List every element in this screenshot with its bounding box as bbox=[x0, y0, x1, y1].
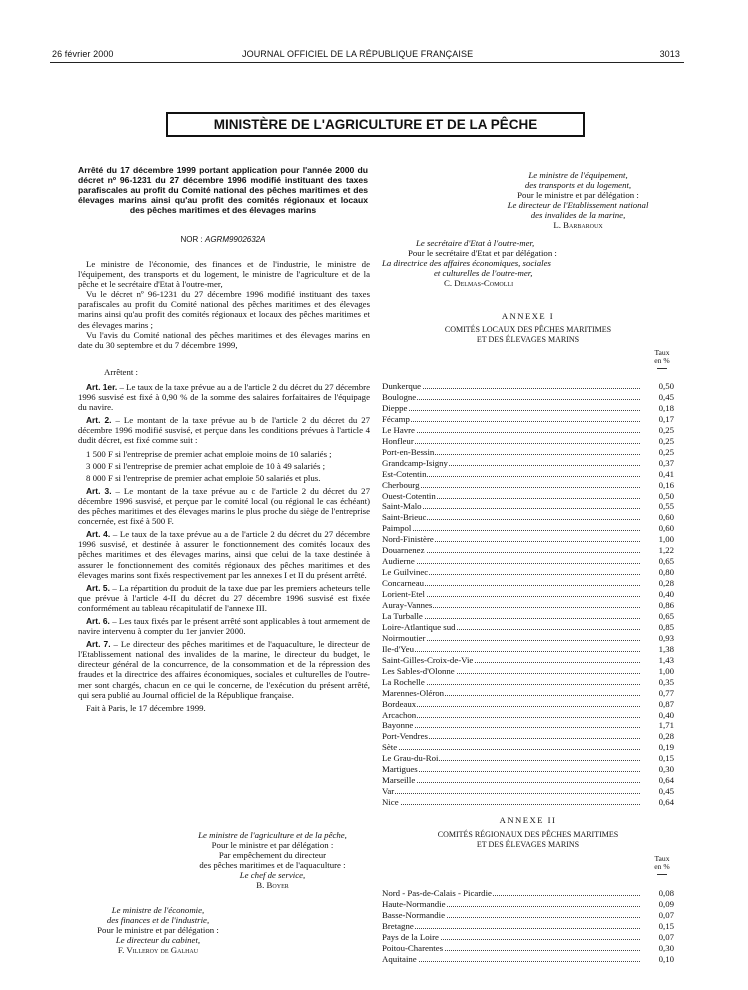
col-header-line: en % bbox=[654, 356, 670, 365]
table-row bbox=[382, 611, 674, 621]
table-row bbox=[382, 491, 674, 501]
row-value: 0,50 bbox=[658, 490, 674, 501]
row-label: Saint-Malo bbox=[382, 501, 422, 512]
annexe1-col-header bbox=[650, 349, 674, 369]
table-row bbox=[382, 688, 674, 698]
table-row bbox=[382, 458, 674, 468]
row-value: 0,65 bbox=[658, 610, 674, 621]
signature-line: Pour le ministre et par délégation : bbox=[97, 925, 219, 936]
arrete-intro bbox=[78, 259, 370, 350]
row-label: Fécamp bbox=[382, 413, 410, 424]
col-header-line: Taux bbox=[654, 348, 670, 357]
col-header-line: Taux bbox=[654, 854, 670, 863]
leader-dots bbox=[382, 720, 640, 731]
row-value: 0,40 bbox=[658, 709, 674, 720]
article-label: Art. 5. bbox=[86, 582, 110, 593]
row-value: 1,00 bbox=[658, 665, 674, 676]
row-label: Arcachon bbox=[382, 709, 417, 720]
signature-line: Le ministre de l'équipement, bbox=[528, 170, 628, 180]
header-rule bbox=[50, 62, 684, 63]
nor-code: AGRM9902632A bbox=[204, 235, 266, 244]
row-label: Saint-Brieuc bbox=[382, 512, 427, 523]
article bbox=[78, 616, 370, 636]
row-value: 0,25 bbox=[658, 424, 674, 435]
signature-line: des transports et du logement, bbox=[524, 180, 632, 191]
table-row bbox=[382, 775, 674, 785]
signature-line: Pour le ministre et par délégation : bbox=[211, 840, 334, 851]
row-label: Sète bbox=[382, 742, 398, 753]
annexe2-subtitle-line: COMITÉS RÉGIONAUX DES PÊCHES MARITIMES bbox=[437, 830, 619, 839]
table-row bbox=[382, 622, 674, 632]
row-label: Noirmoutier bbox=[382, 632, 426, 643]
annexe1-title: ANNEXE I bbox=[501, 311, 555, 321]
table-row bbox=[382, 710, 674, 720]
leader-dots bbox=[382, 523, 640, 534]
row-value: 0,30 bbox=[658, 943, 674, 953]
leader-dots bbox=[382, 644, 640, 652]
table-row bbox=[382, 666, 674, 676]
art2-item: 3 000 F si l'entreprise de premier achat emploie de 10 à 49 salariés ; bbox=[86, 460, 326, 471]
row-value: 0,15 bbox=[658, 921, 674, 931]
row-label: Ile-d'Yeu bbox=[382, 643, 414, 654]
signature-outremer bbox=[382, 238, 674, 288]
table-row bbox=[382, 633, 674, 643]
signatory-name: B. Boyer bbox=[256, 880, 289, 891]
signatory-name: L. Barbaroux bbox=[553, 220, 603, 231]
signature-line: Le chef de service, bbox=[239, 870, 306, 881]
leader-dots bbox=[382, 480, 640, 488]
table-row bbox=[382, 797, 674, 807]
leader-dots bbox=[382, 797, 640, 808]
row-value: 0,60 bbox=[658, 512, 674, 523]
annexe2-subtitle-line: ET DES ÉLEVAGES MARINS bbox=[476, 839, 580, 849]
table-row bbox=[382, 742, 674, 752]
signatory-name: C. Delmas-Comolli bbox=[444, 278, 514, 289]
row-value: 0,28 bbox=[658, 731, 674, 742]
row-value: 1,00 bbox=[658, 534, 674, 545]
row-label: Honfleur bbox=[382, 435, 414, 446]
signature-equipement bbox=[478, 170, 678, 231]
signature-line: Le ministre de l'économie, bbox=[111, 905, 205, 915]
row-value: 0,85 bbox=[658, 621, 674, 632]
table-row bbox=[382, 480, 674, 490]
row-label: La Rochelle bbox=[382, 676, 425, 687]
article bbox=[78, 486, 370, 526]
row-label: Basse-Normandie bbox=[382, 910, 446, 920]
leader-dots bbox=[382, 699, 640, 707]
col-header-rule bbox=[657, 874, 667, 875]
row-value: 0,09 bbox=[658, 899, 674, 909]
article bbox=[78, 415, 370, 445]
article bbox=[78, 583, 370, 613]
article bbox=[78, 382, 370, 412]
article-label: Art. 4. bbox=[86, 529, 111, 540]
row-value: 0,25 bbox=[658, 446, 674, 457]
article-label: Art. 6. bbox=[86, 615, 110, 626]
annexe1-subtitle-line: ET DES ÉLEVAGES MARINS bbox=[476, 334, 580, 344]
row-value: 0,40 bbox=[658, 589, 674, 600]
article-text: – Le taux de la taxe prévue au a de l'article 2 du décret du 27 décembre 1996 susvisé est fixé à 0,90 % de la somme des salaires forfaitaires de l'équipage du navire. bbox=[78, 382, 370, 413]
table-row bbox=[382, 731, 674, 741]
row-value: 0,60 bbox=[658, 523, 674, 534]
art2-item: 8 000 F si l'entreprise de premier achat emploie 50 salariés et plus. bbox=[86, 472, 321, 483]
row-label: Port-en-Bessin bbox=[382, 446, 435, 457]
table-row bbox=[382, 567, 674, 577]
row-label: Saint-Gilles-Croix-de-Vie bbox=[382, 654, 474, 665]
row-label: Auray-Vannes bbox=[382, 600, 433, 610]
row-value: 0,30 bbox=[658, 764, 674, 775]
leader-dots bbox=[382, 710, 640, 718]
article-text: – Les taux fixés par le présent arrêté sont applicables à tout armement de navire intervenu à compter du 1er janvier 2000. bbox=[78, 615, 370, 637]
row-value: 0,19 bbox=[658, 742, 674, 753]
row-label: Var bbox=[382, 786, 395, 797]
row-label: Les Sables-d'Olonne bbox=[382, 665, 455, 676]
row-label: Grandcamp-Isigny bbox=[382, 457, 448, 468]
arretent: Arrêtent : bbox=[104, 367, 138, 377]
row-value: 0,08 bbox=[658, 888, 674, 898]
leader-dots bbox=[382, 403, 640, 411]
ministry-heading: MINISTÈRE DE L'AGRICULTURE ET DE LA PÊCHE bbox=[166, 112, 585, 137]
row-label: Le Guilvinec bbox=[382, 567, 429, 578]
leader-dots bbox=[382, 954, 640, 962]
row-value: 0,55 bbox=[658, 501, 674, 512]
annexe2-subtitle bbox=[382, 830, 674, 849]
article-label: Art. 2. bbox=[86, 415, 112, 426]
article-text: – Le montant de la taxe prévue au b de l'article 2 du décret du 27 décembre 1996 modifié susvisé, et perçue dans les conditions prévues à l'article 4 dudit décret, est fixé comme suit : bbox=[78, 415, 370, 446]
row-label: Nord - Pas-de-Calais - Picardie bbox=[382, 888, 492, 898]
leader-dots bbox=[382, 392, 640, 400]
table-row bbox=[382, 888, 674, 898]
row-value: 0,17 bbox=[658, 413, 674, 424]
signature-agriculture bbox=[170, 830, 375, 891]
table-row bbox=[382, 414, 674, 424]
leader-dots bbox=[382, 436, 640, 444]
table-row bbox=[382, 600, 674, 610]
row-label: Ouest-Cotentin bbox=[382, 490, 436, 501]
table-row bbox=[382, 578, 674, 588]
row-label: Boulogne bbox=[382, 391, 417, 402]
table-row bbox=[382, 447, 674, 457]
col-header-rule bbox=[657, 368, 667, 369]
fait-a-paris: Fait à Paris, le 17 décembre 1999. bbox=[86, 702, 206, 713]
col-header-line: en % bbox=[654, 862, 670, 871]
signature-line: des finances et de l'industrie, bbox=[106, 915, 210, 926]
signature-line: Par empêchement du directeur bbox=[218, 850, 327, 861]
table-row bbox=[382, 545, 674, 555]
leader-dots bbox=[382, 414, 640, 422]
articles-part1 bbox=[78, 382, 370, 713]
leader-dots bbox=[382, 742, 640, 753]
row-value: 0,41 bbox=[658, 468, 674, 479]
row-label: Nice bbox=[382, 797, 399, 808]
row-label: Poitou-Charentes bbox=[382, 943, 444, 953]
signature-line: Le directeur de l'Etablissement national bbox=[507, 200, 649, 211]
table-row bbox=[382, 556, 674, 566]
signature-line: Le ministre de l'agriculture et de la pêche, bbox=[198, 830, 347, 840]
table-row bbox=[382, 943, 674, 953]
table-row bbox=[382, 677, 674, 687]
annexe1-subtitle bbox=[382, 325, 674, 344]
signature-line: et culturelles de l'outre-mer, bbox=[434, 268, 533, 279]
row-label: Audierne bbox=[382, 556, 415, 567]
row-value: 0,64 bbox=[658, 775, 674, 786]
row-value: 0,10 bbox=[658, 954, 674, 964]
table-row bbox=[382, 753, 674, 763]
header-journal: JOURNAL OFFICIEL DE LA RÉPUBLIQUE FRANÇAISE bbox=[242, 49, 474, 59]
signature-economie bbox=[78, 905, 238, 955]
row-label: Marennes-Oléron bbox=[382, 687, 445, 698]
row-label: Le Havre bbox=[382, 424, 415, 435]
signatory-name: F. Villeroy de Galhau bbox=[117, 945, 199, 956]
table-row bbox=[382, 381, 674, 391]
intro-paragraph: Vu le décret nº 96-1231 du 27 décembre 1996 modifié instituant des taxes parafiscales au profit du Comité national des pêches maritimes et des élevages marins ainsi qu'au profit des comités régionaux et locaux des pêches maritimes et des élevages marins ; bbox=[78, 289, 370, 330]
row-label: Lorient-Etel bbox=[382, 589, 425, 600]
table-row bbox=[382, 932, 674, 942]
row-value: 0,64 bbox=[658, 797, 674, 808]
row-label: Loire-Atlantique sud bbox=[382, 621, 456, 632]
leader-dots bbox=[382, 921, 640, 929]
signature-line: Pour le ministre et par délégation : bbox=[517, 190, 639, 201]
row-value: 0,86 bbox=[658, 600, 674, 610]
table-row bbox=[382, 644, 674, 654]
table-row bbox=[382, 655, 674, 665]
row-value: 0,37 bbox=[658, 457, 674, 468]
article-text: – Le montant de la taxe prévue au c de l'article 2 du décret du 27 décembre 1996 susvisé, et perçue par le comité local (ou régional le cas échéant) des pêches maritimes et des élevages marins le plus proche du siège de l'entreprise concernée, est fixé à 500 F. bbox=[78, 485, 370, 527]
article-text: – Le directeur des pêches maritimes et de l'aquaculture, le directeur de l'Etablissement national des invalides de la marine, le directeur du budget, le directeur général de la concurrence, de la consommation et de la répression des fraudes et la directrice des affaires économiques, sociales et culturelles de l'outre-mer sont chargés, chacun en ce qui le concerne, de l'exécution du présent arrêté, qui sera publié au Journal officiel de la République française. bbox=[78, 639, 370, 700]
header-page-number: 3013 bbox=[659, 49, 680, 59]
row-value: 0,87 bbox=[658, 698, 674, 709]
table-row bbox=[382, 534, 674, 544]
article-label: Art. 1er. bbox=[86, 382, 118, 392]
row-value: 0,77 bbox=[658, 687, 674, 698]
row-label: Bordeaux bbox=[382, 698, 417, 709]
arrete-title: Arrêté du 17 décembre 1999 portant application pour l'année 2000 du décret nº 96-1231 du 27 décembre 1996 modifié instituant des taxes parafiscales au profit du Comité national des pêches maritimes et des élevages marins ainsi qu'au profit des comités régionaux et locaux des pêches maritimes et des élevages marins bbox=[78, 165, 368, 216]
table-row bbox=[382, 589, 674, 599]
row-value: 0,18 bbox=[658, 402, 674, 413]
leader-dots bbox=[382, 775, 640, 786]
row-value: 1,43 bbox=[658, 654, 674, 665]
nor-line bbox=[78, 235, 368, 244]
row-value: 1,22 bbox=[658, 545, 674, 556]
art2-item: 1 500 F si l'entreprise de premier achat emploie moins de 10 salariés ; bbox=[86, 448, 332, 459]
row-value: 0,50 bbox=[658, 381, 674, 391]
table-row bbox=[382, 921, 674, 931]
table-row bbox=[382, 425, 674, 435]
row-label: La Turballe bbox=[382, 610, 423, 621]
table-row bbox=[382, 512, 674, 522]
signature-line: Pour le secrétaire d'Etat et par délégation : bbox=[408, 248, 557, 259]
intro-paragraph: Vu l'avis du Comité national des pêches maritimes et des élevages marins en date du 30 septembre et du 7 décembre 1999, bbox=[78, 329, 370, 350]
annexe2-col-header bbox=[650, 855, 674, 875]
article-label: Art. 3. bbox=[86, 485, 112, 496]
row-value: 0,80 bbox=[658, 567, 674, 578]
row-value: 0,45 bbox=[658, 391, 674, 402]
row-value: 0,07 bbox=[658, 910, 674, 920]
table-row bbox=[382, 786, 674, 796]
row-value: 1,38 bbox=[658, 643, 674, 654]
row-label: Concarneau bbox=[382, 578, 425, 589]
row-label: Port-Vendres bbox=[382, 731, 428, 742]
intro-paragraph: Le ministre de l'économie, des finances et de l'industrie, le ministre de l'équipement, des transports et du logement, le ministre de l'agriculture et de la pêche et le secrétaire d'Etat à l'outre-mer, bbox=[78, 259, 370, 290]
row-label: Douarnenez bbox=[382, 545, 425, 556]
table-row bbox=[382, 720, 674, 730]
article-text: – La répartition du produit de la taxe due par les premiers acheteurs telle que prévue à l'article 4-II du décret du 27 décembre 1996 susvisé est fixée conformément au tableau récapitulatif de l'annexe III. bbox=[78, 582, 370, 613]
article bbox=[78, 529, 370, 579]
table-row bbox=[382, 764, 674, 774]
article-text: – Le taux de la taxe prévue au a de l'article 2 du décret du 27 décembre 1996 susvisé, et destinée à assurer le fonctionnement des comités locaux des pêches maritimes et des élevages marins, ainsi que celui de la taxe destinée à assurer le fonctionnement des comités régionaux des pêches maritimes et des élevages marins sont fixés respectivement par les annexes I et II du présent arrêté. bbox=[78, 529, 370, 580]
row-value: 0,15 bbox=[658, 753, 674, 764]
row-label: Bayonne bbox=[382, 720, 414, 731]
table-row bbox=[382, 523, 674, 533]
table-row bbox=[382, 436, 674, 446]
signature-line: Le secrétaire d'Etat à l'outre-mer, bbox=[416, 238, 535, 248]
article bbox=[78, 639, 370, 700]
table-row bbox=[382, 392, 674, 402]
row-label: Dunkerque bbox=[382, 381, 422, 391]
leader-dots bbox=[382, 556, 640, 567]
table-row bbox=[382, 910, 674, 920]
row-value: 0,25 bbox=[658, 435, 674, 446]
table-row bbox=[382, 899, 674, 909]
row-label: Dieppe bbox=[382, 402, 408, 413]
signature-line: des pêches maritimes et de l'aquaculture : bbox=[199, 860, 346, 871]
row-value: 1,71 bbox=[658, 720, 674, 731]
nor-label: NOR : bbox=[180, 235, 203, 244]
row-label: Pays de la Loire bbox=[382, 932, 439, 942]
signature-line: des invalides de la marine, bbox=[530, 210, 626, 221]
article-label: Art. 7. bbox=[86, 639, 111, 650]
row-value: 0,35 bbox=[658, 676, 674, 687]
row-value: 0,07 bbox=[658, 932, 674, 942]
table-row bbox=[382, 469, 674, 479]
row-value: 0,45 bbox=[658, 786, 674, 797]
row-label: Bretagne bbox=[382, 921, 414, 931]
row-value: 0,16 bbox=[658, 479, 674, 490]
table-row bbox=[382, 501, 674, 511]
signature-line: Le directeur du cabinet, bbox=[115, 935, 201, 946]
table-row bbox=[382, 403, 674, 413]
row-value: 0,93 bbox=[658, 632, 674, 643]
annexe2-title: ANNEXE II bbox=[499, 815, 557, 825]
row-label: Martigues bbox=[382, 764, 418, 775]
row-label: Cherbourg bbox=[382, 479, 420, 490]
annexe1-subtitle-line: COMITÉS LOCAUX DES PÊCHES MARITIMES bbox=[444, 325, 612, 334]
row-label: Le Grau-du-Roi bbox=[382, 753, 439, 764]
row-label: Marseille bbox=[382, 775, 416, 786]
row-label: Haute-Normandie bbox=[382, 899, 446, 909]
table-row bbox=[382, 699, 674, 709]
header-date: 26 février 2000 bbox=[52, 49, 114, 59]
signature-line: La directrice des affaires économiques, sociales bbox=[382, 258, 551, 269]
row-value: 0,65 bbox=[658, 556, 674, 567]
leader-dots bbox=[382, 764, 640, 775]
leader-dots bbox=[382, 425, 640, 433]
row-label: Nord-Finistère bbox=[382, 534, 434, 545]
row-value: 0,28 bbox=[658, 578, 674, 589]
leader-dots bbox=[382, 786, 640, 797]
row-label: Aquitaine bbox=[382, 954, 417, 964]
table-row bbox=[382, 954, 674, 964]
row-label: Est-Cotentin bbox=[382, 468, 427, 479]
row-label: Paimpol bbox=[382, 523, 412, 534]
